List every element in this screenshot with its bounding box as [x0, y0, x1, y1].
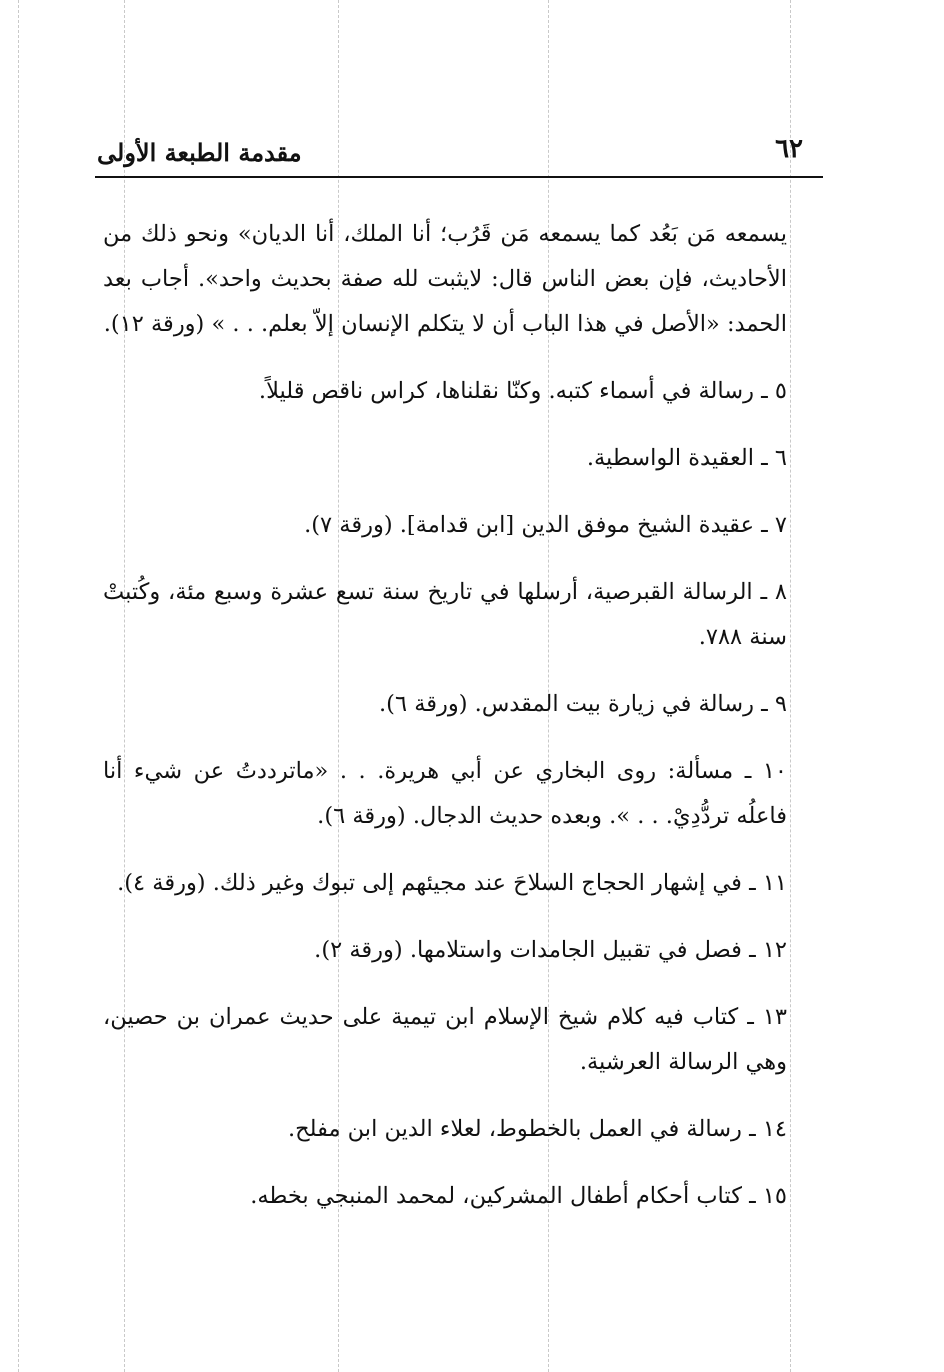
item-number: ١٥ ـ [749, 1183, 787, 1209]
item-number: ٧ ـ [761, 512, 787, 538]
list-item [103, 995, 787, 1085]
item-number: ١٤ ـ [749, 1116, 787, 1142]
page-body [103, 212, 787, 1219]
list-item [103, 682, 787, 727]
item-text: كتاب أحكام أطفال المشركين، لمحمد المنبجي بخطه. [250, 1183, 742, 1209]
running-head [95, 130, 823, 178]
item-text: رسالة في زيارة بيت المقدس. (ورقة ٦). [379, 691, 754, 717]
item-text: كتاب فيه كلام شيخ الإسلام ابن تيمية على حديث عمران بن حصين، وهي الرسالة العرشية. [103, 1004, 787, 1075]
list-item [103, 1107, 787, 1152]
item-number: ١٠ ـ [744, 758, 788, 784]
chapter-title: مقدمة الطبعة الأولى [97, 138, 302, 167]
item-number: ٩ ـ [761, 691, 787, 717]
item-number: ١١ ـ [749, 870, 787, 896]
item-text: الرسالة القبرصية، أرسلها في تاريخ سنة تسع عشرة وسبع مئة، وكُتبتْ سنة ٧٨٨. [103, 579, 787, 650]
item-text: مسألة: روى البخاري عن أبي هريرة. . . «ماترددتُ عن شيء أنا فاعلُه تردُّدِيْ. . . ». وبعده حديث الدجال. (ورقة ٦). [103, 758, 787, 829]
item-text: فصل في تقبيل الجامدات واستلامها. (ورقة ٢). [314, 937, 742, 963]
manuscript-list [103, 369, 787, 1219]
list-item [103, 1174, 787, 1219]
item-number: ٥ ـ [761, 378, 787, 404]
list-item [103, 570, 787, 660]
continued-paragraph: يسمعه مَن بَعُد كما يسمعه مَن قَرُب؛ أنا الملك، أنا الديان» ونحو ذلك من الأحاديث، فإن بعض الناس قال: لايثبت لله صفة بحديث واحد». أجاب بعد الحمد: «الأصل في هذا الباب أن لا يتكلم الإنسان إلاّ بعلم. . . » (ورقة ١٢). [103, 221, 787, 337]
list-item [103, 369, 787, 414]
item-text: رسالة في العمل بالخطوط، لعلاء الدين ابن مفلح. [287, 1116, 742, 1142]
list-item [103, 503, 787, 548]
list-item [103, 436, 787, 481]
item-text: رسالة في أسماء كتبه. وكنّا نقلناها، كراس ناقص قليلاً. [258, 378, 754, 404]
item-number: ١٣ ـ [747, 1004, 788, 1030]
item-text: عقيدة الشيخ موفق الدين [ابن قدامة]. (ورقة ٧). [304, 512, 754, 538]
item-number: ٨ ـ [760, 579, 787, 605]
list-item [103, 749, 787, 839]
item-text: في إشهار الحجاج السلاحَ عند مجيئهم إلى تبوك وغير ذلك. (ورقة ٤). [117, 870, 742, 896]
item-text: العقيدة الواسطية. [586, 445, 754, 471]
scan-guide-line [18, 0, 19, 1372]
page-number: ٦٢ [775, 134, 803, 164]
list-item [103, 861, 787, 906]
book-page [95, 130, 823, 1330]
item-number: ٦ ـ [761, 445, 787, 471]
item-number: ١٢ ـ [749, 937, 787, 963]
list-item [103, 928, 787, 973]
